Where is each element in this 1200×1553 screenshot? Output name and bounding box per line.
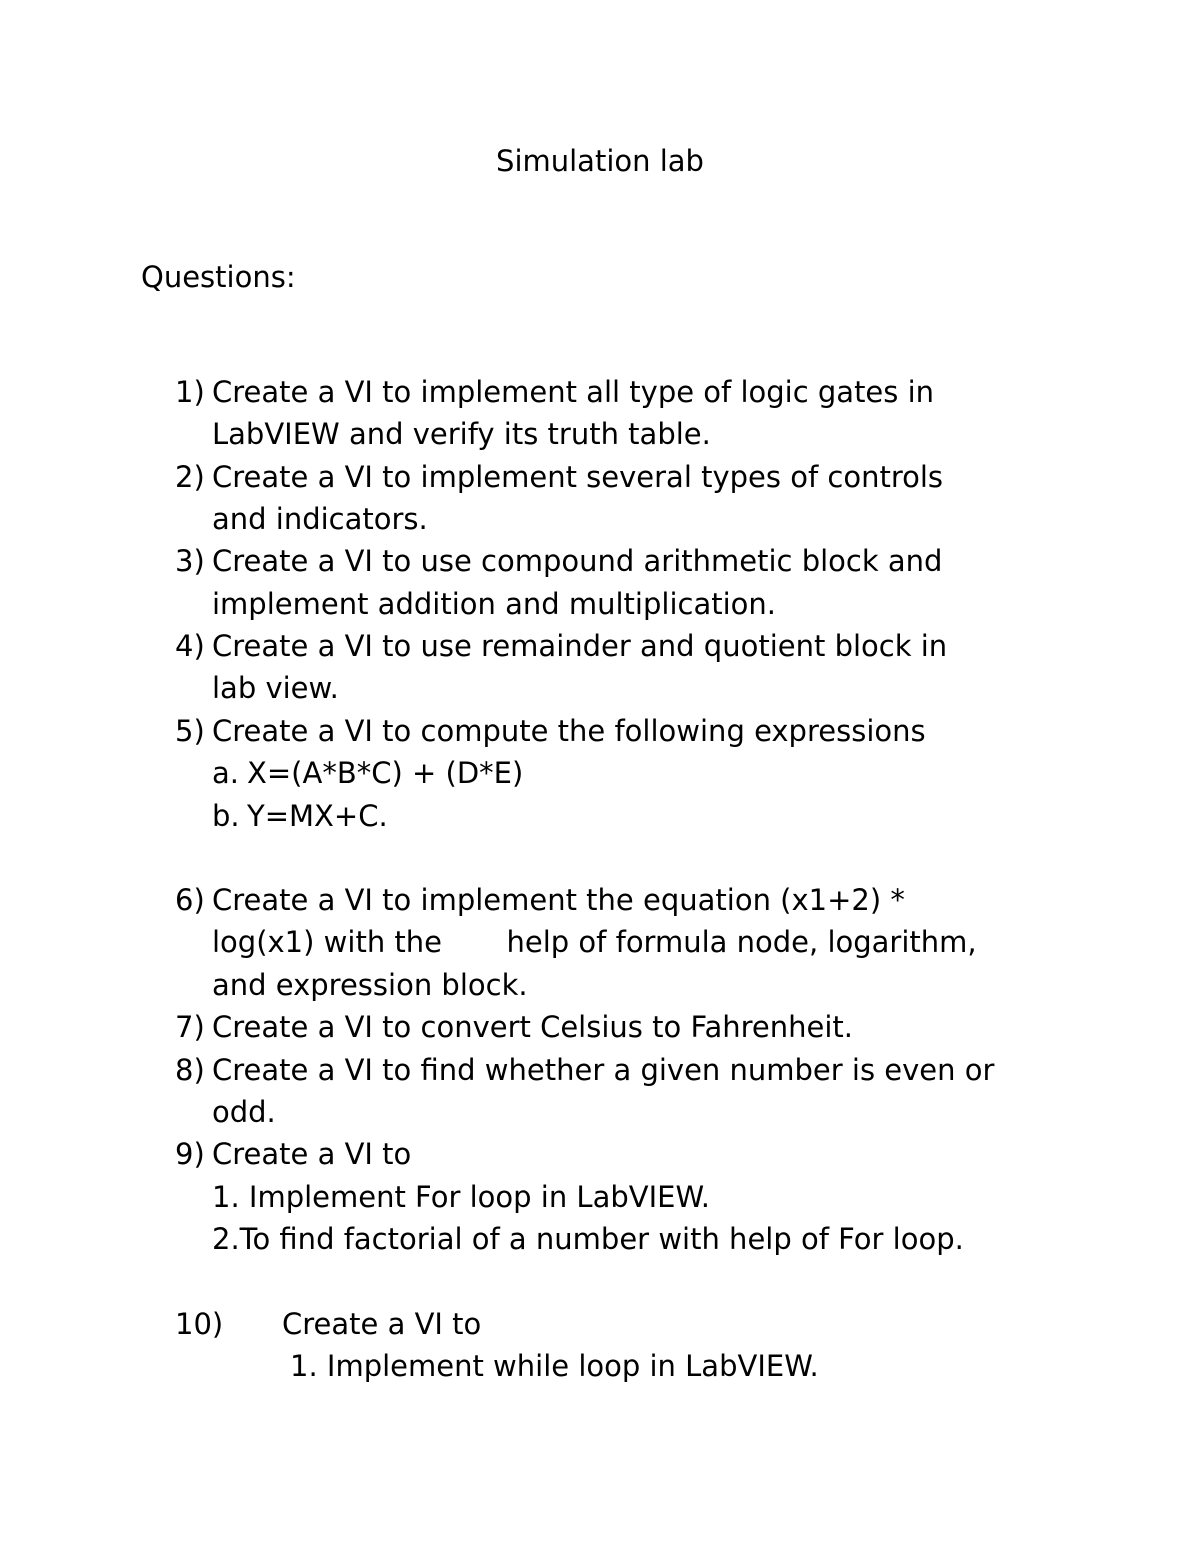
question-text-line: log(x1) with the help of formula node, logarithm, bbox=[212, 925, 977, 959]
question-number: 4) bbox=[175, 629, 205, 663]
question-text-line: odd. bbox=[212, 1095, 276, 1129]
question-text-line: lab view. bbox=[212, 671, 339, 705]
question-number: 6) bbox=[175, 883, 205, 917]
subitem-text: Y=MX+C. bbox=[247, 799, 388, 833]
question-number: 3) bbox=[175, 544, 205, 578]
question-text-line: and indicators. bbox=[212, 502, 428, 536]
question-text-line: Create a VI to use remainder and quotient block in bbox=[212, 629, 948, 663]
questions-heading: Questions: bbox=[141, 260, 296, 294]
question-number: 7) bbox=[175, 1010, 205, 1044]
question-text-line: Create a VI to bbox=[212, 1137, 412, 1171]
question-text-line: Create a VI to use compound arithmetic block and bbox=[212, 544, 943, 578]
question-text-line: 2.To find factorial of a number with help of For loop. bbox=[212, 1222, 964, 1256]
question-text-line: Create a VI to find whether a given number is even or bbox=[212, 1053, 995, 1087]
question-number: 10) bbox=[175, 1307, 224, 1341]
question-text-line: Create a VI to convert Celsius to Fahrenheit. bbox=[212, 1010, 853, 1044]
question-number: 9) bbox=[175, 1137, 205, 1171]
question-number: 1) bbox=[175, 375, 205, 409]
subitem-marker: a. bbox=[212, 756, 239, 790]
document-title: Simulation lab bbox=[496, 144, 704, 178]
question-text-line: and expression block. bbox=[212, 968, 528, 1002]
subitem-marker: b. bbox=[212, 799, 240, 833]
question-text-line: Create a VI to implement the equation (x1+2) * bbox=[212, 883, 905, 917]
question-text-line: Create a VI to implement all type of logic gates in bbox=[212, 375, 935, 409]
question-text-line: Create a VI to compute the following expressions bbox=[212, 714, 926, 748]
question-text-line: 1. Implement For loop in LabVIEW. bbox=[212, 1180, 711, 1214]
question-number: 8) bbox=[175, 1053, 205, 1087]
question-text-line: implement addition and multiplication. bbox=[212, 587, 776, 621]
question-number: 5) bbox=[175, 714, 205, 748]
question-text-line: Create a VI to implement several types of controls bbox=[212, 460, 944, 494]
question-text-line: LabVIEW and verify its truth table. bbox=[212, 417, 711, 451]
question-number: 2) bbox=[175, 460, 205, 494]
question-text-line: Create a VI to bbox=[282, 1307, 482, 1341]
subitem-text: X=(A*B*C) + (D*E) bbox=[247, 756, 524, 790]
question-text-line: 1. Implement while loop in LabVIEW. bbox=[290, 1349, 819, 1383]
